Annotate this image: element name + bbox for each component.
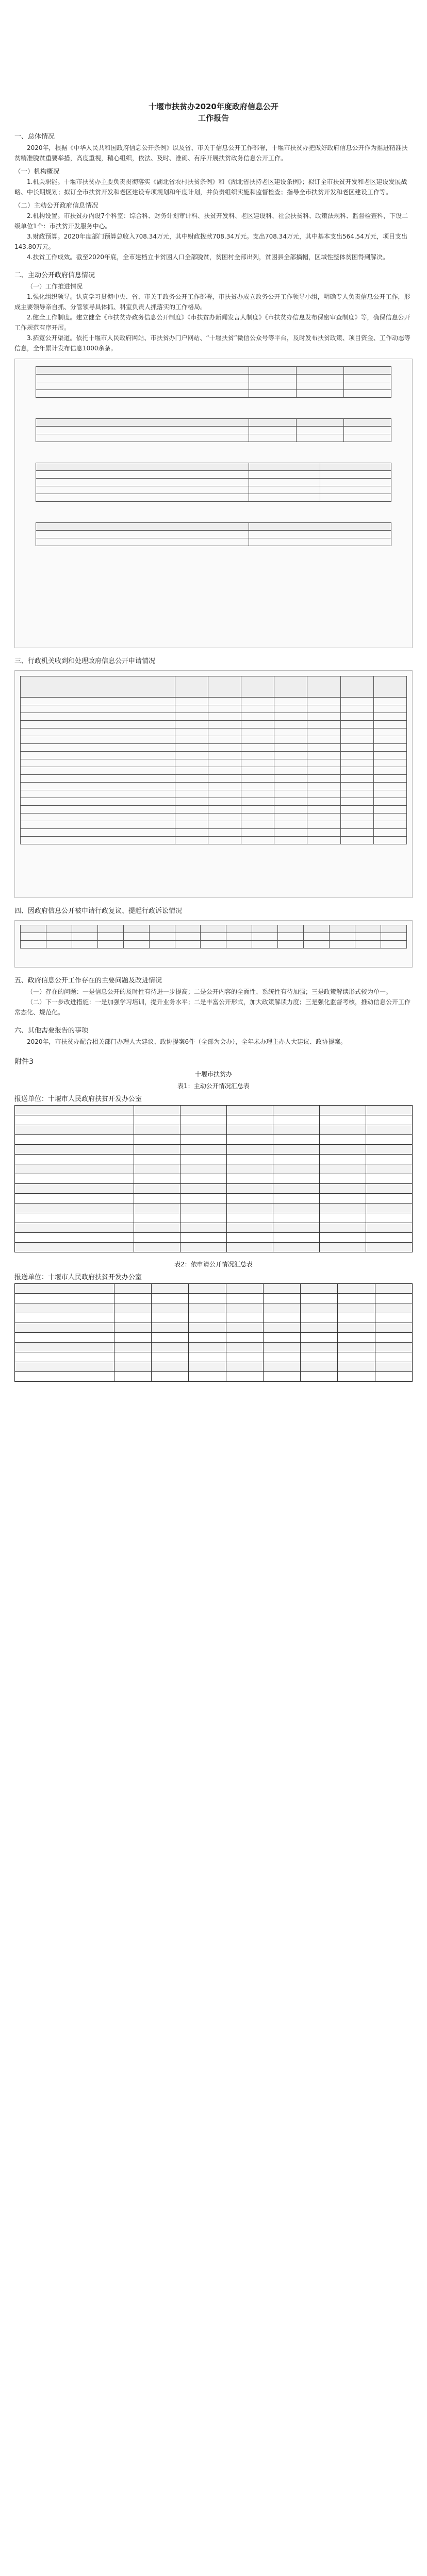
mini-table [36,366,391,398]
subsection-heading: （二）主动公开政府信息情况 [14,201,98,209]
section-paragraph: 2.机构设置。市扶贫办内设7个科室：综合科、财务计划审计科、扶贫开发科、老区建设科、社会扶贫科、政策法规科、监督检查科，下设二级单位1个：市扶贫开发服务中心。 [14,212,408,230]
section-paragraph: 3.拓宽公开渠道。依托十堰市人民政府网站、市扶贫办门户网站、“十堰扶贫”微信公众号等平台，及时发布扶贫政策、项目资金、工作动态等信息，全年累计发布信息1000余条。 [14,334,410,352]
table2 [14,1283,413,1382]
section-paragraph: 1.强化组织领导。认真学习贯彻中央、省、市关于政务公开工作部署，市扶贫办成立政务公开工作领导小组，明确专人负责信息公开工作，形成主要领导亲自抓、分管领导具体抓、科室负责人抓落实的工作格局。 [14,293,410,311]
embedded-table-image-3 [14,920,413,968]
section-paragraph: 2020年，根据《中华人民共和国政府信息公开条例》以及省、市关于信息公开工作部署，十堰市扶贫办把做好政府信息公开作为推进精准扶贫精准脱贫重要举措，高度重视，精心组织，依法、及时、准确、有序开展扶贫政务信息公开工作。 [14,144,408,162]
mini-table [36,522,391,546]
table1-caption: 表1：主动公开情况汇总表 [177,1082,250,1090]
title-line-2: 工作报告 [198,113,229,123]
section-paragraph: （一）存在的问题：一是信息公开的及时性有待进一步提高；二是公开内容的全面性、系统性有待加强；三是政策解读形式较为单一。 [27,988,392,995]
embedded-table-image-2 [14,670,413,898]
section-paragraph: （一）工作推进情况 [27,283,83,290]
report-title [14,101,413,124]
section-paragraph: 2020年，市扶贫办配合相关部门办理人大建议、政协提案6件（全部为会办），全年未办理主办人大建议、政协提案。 [27,1038,347,1045]
section-paragraph: 1.机关职能。十堰市扶贫办主要负责贯彻落实《湖北省农村扶贫条例》和《湖北省扶持老区建设条例》；拟订全市扶贫开发和老区建设发展战略、中长期规划；拟订全市扶贫开发和老区建设专项规划和年度计划，并负责组织实施和监督检查；指导全市扶贫开发和老区建设工作等。 [14,178,407,196]
section-heading: 四、因政府信息公开被申请行政复议、提起行政诉讼情况 [14,907,183,915]
annex-org: 十堰市扶贫办 [194,1071,232,1078]
title-line-1: 十堰市扶贫办2020年度政府信息公开 [149,102,278,111]
mini-table [36,463,391,502]
mini-table [36,418,391,442]
annex-label: 附件3 [14,1058,34,1066]
table2-unit: 报送单位：十堰市人民政府扶贫开发办公室 [14,1274,142,1281]
table1 [14,1105,413,1252]
embedded-table-image-1 [14,359,413,648]
section-heading: 五、政府信息公开工作存在的主要问题及改进情况 [14,977,162,985]
section-paragraph: 2.健全工作制度。建立健全《市扶贫办政务信息公开制度》《市扶贫办新闻发言人制度》《市扶贫办信息发布保密审查制度》等，确保信息公开工作规范有序开展。 [14,314,410,331]
section-heading: 三、行政机关收到和处理政府信息公开申请情况 [14,657,156,665]
section-paragraph: 4.扶贫工作成效。截至2020年底，全市建档立卡贫困人口全部脱贫，贫困村全部出列，贫困县全部摘帽，区域性整体贫困得到解决。 [27,253,389,261]
section-heading: 二、主动公开政府信息情况 [14,272,95,279]
mini-table [20,676,407,844]
section-paragraph: 3.财政预算。2020年度部门预算总收入708.34万元，其中财政拨款708.34万元。支出708.34万元，其中基本支出564.54万元，项目支出143.80万元。 [14,233,407,250]
subsection-heading: （一）机构概况 [14,167,60,175]
section-heading: 一、总体情况 [14,133,55,141]
table1-unit: 报送单位：十堰市人民政府扶贫开发办公室 [14,1095,142,1103]
mini-table [20,925,407,948]
section-heading: 六、其他需要报告的事项 [14,1027,89,1035]
table2-caption: 表2：依申请公开情况汇总表 [174,1261,253,1268]
section-paragraph: （二）下一步改进措施：一是加强学习培训，提升业务水平；二是丰富公开形式，加大政策解读力度；三是强化监督考核，推动信息公开工作常态化、规范化。 [14,998,411,1016]
